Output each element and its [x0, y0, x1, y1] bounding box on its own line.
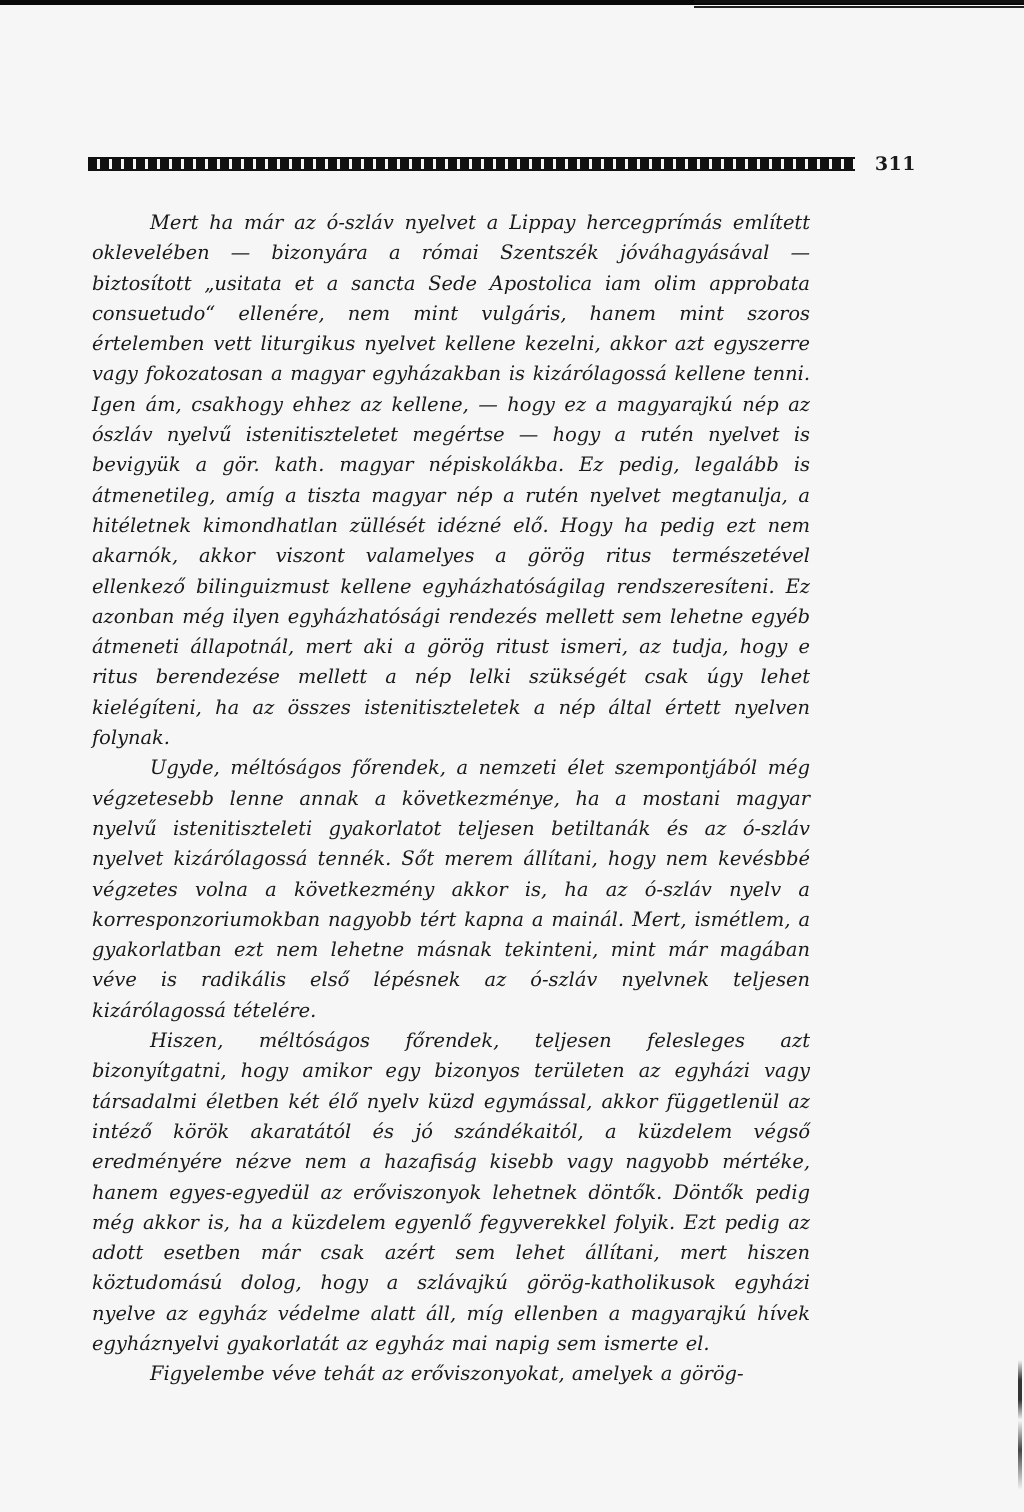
paragraph: Mert ha már az ó-szláv nyelvet a Lippay hercegprímás említett oklevelében — bizonyára a római Szentszék jóváhagyásával — biztosított „usitata et a sancta Sede Apostolica iam olim approbata consuetudo“ ellenére, nem mint vulgáris, hanem mint szoros értelemben vett liturgikus nyelvet kellene kezelni, akkor azt egyszerre vagy fokozatosan a magyar egyházakban is kizárólagossá kellene tenni. Igen ám, csakhogy ehhez az kellene, — hogy ez a magyarajkú nép az ószláv nyelvű istenitiszteletet megértse — hogy a rutén nyelvet is bevigyük a gör. kath. magyar népiskolákba. Ez pedig, legalább is átmenetileg, amíg a tiszta magyar nép a rutén nyelvet megtanulja, a hitéletnek kimondhatlan züllését idézné elő. Hogy ha pedig ezt nem akarnók, akkor viszont valamelyes a görög ritus természetével ellenkező bilinguizmust kellene egyházhatóságilag rendszeresíteni. Ez azonban még ilyen egyházhatósági rendezés mellett sem lehetne egyéb átmeneti állapotnál, mert aki a görög ritust ismeri, az tudja, hogy e ritus berendezése mellett a nép lelki szükségét csak úgy lehet kielégíteni, ha az összes istenitiszteletek a nép által értett nyelven folynak. [92, 211, 810, 750]
page-number: 311 [874, 153, 916, 175]
header-ornament-rule [88, 157, 855, 171]
scan-top-border-right [694, 0, 1024, 10]
page-header [88, 152, 916, 176]
body-text [92, 208, 810, 1390]
scan-edge-artifact [1018, 1360, 1022, 1512]
paragraph: Ugyde, méltóságos főrendek, a nemzeti élet szempontjából még végzetesebb lenne annak a következménye, ha a mostani magyar nyelvű istenitiszteleti gyakorlatot teljesen betiltanák és az ó-szláv nyelvet kizárólagossá tennék. Sőt merem állítani, hogy nem kevésbbé végzetes volna a következmény akkor is, ha az ó-szláv nyelv a korresponzoriumokban nagyobb tért kapna a mainál. Mert, ismétlem, a gyakorlatban ezt nem lehetne másnak tekinteni, mint már magában véve is radikális első lépésnek az ó-szláv nyelvnek teljesen kizárólagossá tételére. [92, 756, 810, 1022]
paragraph: Hiszen, méltóságos főrendek, teljesen felesleges azt bizonyítgatni, hogy amikor egy bizonyos területen az egyházi vagy társadalmi életben két élő nyelv küzd egymással, akkor függetlenül az intéző körök akaratától és jó szándékaitól, a küzdelem végső eredményére nézve nem a hazafiság kisebb vagy nagyobb mértéke, hanem egyes-egyedül az erőviszonyok lehetnek döntők. Döntők pedig még akkor is, ha a küzdelem egyenlő fegyverekkel folyik. Ezt pedig az adott esetben már csak azért sem lehet állítani, mert hiszen köztudomású dolog, hogy a szlávajkú görög-katholikusok egyházi nyelve az egyház védelme alatt áll, míg ellenben a magyarajkú hívek egyháznyelvi gyakorlatát az egyház mai napig sem ismerte el. [92, 1029, 810, 1355]
paragraph: Figyelembe véve tehát az erőviszonyokat, amelyek a görög- [150, 1362, 744, 1386]
